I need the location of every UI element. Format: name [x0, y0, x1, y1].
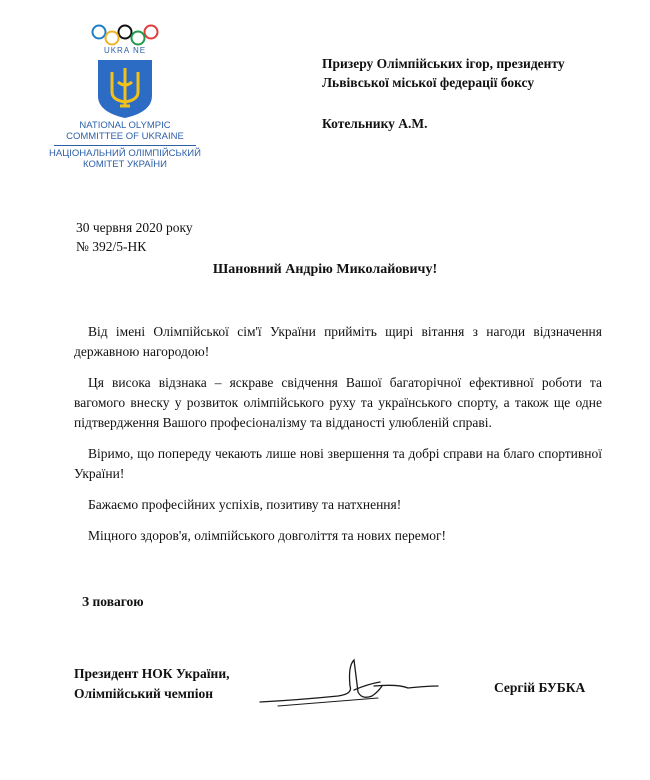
letter-number: № 392/5-НК	[76, 239, 147, 254]
paragraph: Від імені Олімпійської сім'ї України прийміть щирі вітання з нагоди відзначення державною нагородою!	[74, 324, 602, 359]
letter-date: 30 червня 2020 року	[76, 220, 193, 235]
paragraph: Бажаємо професійних успіхів, позитиву та натхнення!	[88, 497, 402, 512]
salutation: Шановний Андрію Миколайовичу!	[212, 262, 438, 277]
logo-country: UKRA NE	[103, 46, 147, 55]
ring-yellow	[106, 32, 119, 45]
recipient-line2: Львівської міської федерації боксу	[322, 75, 535, 90]
signer-title-line2: Олімпійський чемпіон	[74, 686, 214, 701]
ring-green	[132, 32, 145, 45]
paragraph: Міцного здоров'я, олімпійського довголіття та нових перемог!	[88, 528, 447, 543]
letter-meta	[76, 218, 193, 256]
logo-name-en-line1: NATIONAL OLYMPIC	[79, 120, 171, 131]
closing: З повагою	[82, 594, 144, 609]
logo-name-en	[40, 120, 210, 142]
signer-title-line1: Президент НОК України,	[74, 666, 230, 681]
paragraph: Ця висока відзнака – яскраве свідчення Вашої багаторічної ефективної роботи та вагомого внеску у розвиток олімпійського руху та українського спорту, а також ще одне підтвердження Вашого професіоналізму та відданості улюбленій справі.	[74, 375, 602, 430]
ring-black	[119, 26, 132, 39]
olympic-rings-icon	[87, 24, 163, 46]
signer-name: Сергій БУБКА	[494, 680, 586, 695]
logo-name-en-line2: COMMITTEE OF UKRAINE	[66, 131, 184, 142]
signer-title	[74, 664, 230, 704]
noc-logo	[40, 24, 210, 184]
recipient-name: Котельнику А.М.	[322, 116, 428, 131]
trident-shield-icon	[92, 58, 158, 120]
recipient-block	[322, 54, 632, 92]
letter-body	[74, 322, 602, 557]
logo-name-ua-line2: КОМІТЕТ УКРАЇНИ	[83, 159, 167, 170]
logo-name-ua-line1: НАЦІОНАЛЬНИЙ ОЛІМПІЙСЬКИЙ	[49, 148, 201, 159]
recipient-line1: Призеру Олімпійських ігор, президенту	[322, 56, 565, 71]
logo-divider	[54, 145, 196, 146]
ring-blue	[93, 26, 106, 39]
logo-name-ua	[40, 148, 210, 170]
paragraph: Віримо, що попереду чекають лише нові звершення та добрі справи на благо спортивної України!	[74, 446, 602, 481]
ring-red	[145, 26, 158, 39]
signature-icon	[258, 656, 488, 716]
